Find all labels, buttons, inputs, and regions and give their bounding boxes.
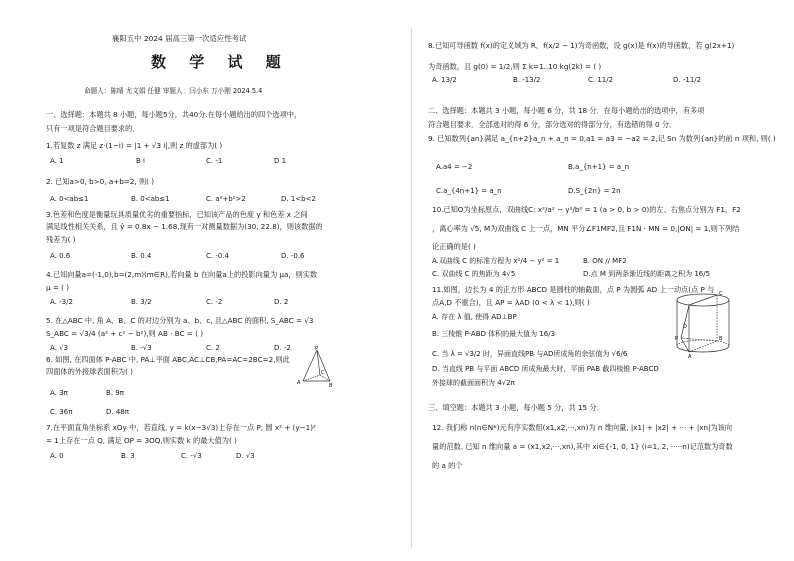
q7-line2: = 1上存在一点 Q, 满足 OP = 3OQ,则实数 k 的最大值为( ) bbox=[46, 436, 237, 445]
q3-line2: 满足线性相关关系，且 ŷ = 0.8x − 1.68,现有一对测量数据为(30, 22.8)，则该数据的 bbox=[46, 222, 323, 231]
section1-heading: 一、选择题：本题共 8 小题，每小题5分，共40分.在每小题给出的四个选项中， bbox=[46, 110, 302, 119]
q4-line2: μ = ( ) bbox=[46, 283, 70, 292]
edge-pa bbox=[303, 350, 317, 381]
q9-option-a: A.a4 = −2 bbox=[436, 163, 473, 171]
q4-option-a: A. -3/2 bbox=[50, 298, 73, 306]
q10-line3: 论正确的是( ) bbox=[432, 242, 476, 251]
q7-option-d: D. √3 bbox=[236, 452, 255, 460]
fig6-label-c: C bbox=[321, 370, 325, 376]
q3-option-a: A. 0.6 bbox=[50, 252, 71, 260]
q4-line1: 4.已知向量a=(-1,0),b=(2,m)(m∈R),若向量 b 在向量a上的投影向量为 μa，则实数 bbox=[46, 270, 318, 279]
q8-line2: 为奇函数，且 g(0) = 1/2,则 Σ k=1..10 kg(2k) = ( ) bbox=[428, 62, 602, 71]
q5-line2: S_ABC = √3/4 (a² + c² − b²),则 AB · BC = ( ) bbox=[46, 329, 204, 338]
q8-option-c: C. 11/2 bbox=[588, 76, 614, 84]
q6-option-d: D. 48π bbox=[106, 408, 129, 416]
authors-line: 命题人：陈晴 尤文娟 任健 审题人：闫小东 万小刚 2024.5.4 bbox=[84, 87, 263, 95]
q10-option-a: A.双曲线 C 的标准方程为 x²/4 − y² = 1 bbox=[432, 257, 560, 265]
q1-option-d: D 1 bbox=[274, 157, 287, 165]
q11-option-b: B. 三棱锥 P-ABD 体积的最大值为 16/3 bbox=[432, 330, 556, 338]
q4-option-c: C. -2 bbox=[206, 298, 223, 306]
q9-option-b: B.a_{n+1} = a_n bbox=[568, 163, 630, 171]
fig11-label-d: D bbox=[683, 324, 687, 330]
q9-option-c: C.a_{4n+1} = a_n bbox=[436, 187, 502, 195]
q6-option-a: A. 3π bbox=[50, 389, 68, 397]
q11-line1: 11.如图，边长为 4 的正方形 ABCD 是圆柱的轴截面，点 P 为圆弧 AD 上一动点(点 P 与 bbox=[432, 285, 715, 294]
q1-option-a: A. 1 bbox=[50, 157, 64, 165]
q10-option-c: C. 双曲线 C 的焦距为 4√5 bbox=[432, 270, 516, 278]
school-line: 襄阳五中 2024 届高三第一次适应性考试 bbox=[112, 34, 247, 43]
segment-pd bbox=[681, 305, 689, 338]
q11-option-d2: 外接球的截面面积为 4√2π bbox=[432, 379, 515, 387]
q12-line2: 量的范数. 已知 n 维向量 a = (x1,x2,···,xn),其中 xi∈{-1, 0, 1} (i=1, 2, ·····n)记范数为奇数 bbox=[432, 442, 733, 451]
section3-heading: 三、填空题：本题共 3 小题，每小题 5 分，共 15 分． bbox=[428, 403, 604, 412]
q6-option-b: B. 9π bbox=[106, 389, 124, 397]
q2-option-b: B. 0<ab≤1 bbox=[131, 195, 170, 203]
q6-line2: 四面体的外接球表面积为( ) bbox=[46, 367, 133, 376]
q10-option-b: B. ON // MF2 bbox=[583, 257, 627, 265]
q5-option-d: D. -2 bbox=[274, 344, 291, 352]
section1-heading-2: 只有一项是符合题目要求的． bbox=[46, 124, 140, 133]
q5-option-b: B. -√3 bbox=[131, 344, 152, 352]
q10-line2: ，离心率为 √5, M为双曲线 C 上一点，MN 平分∠F1MF2,且 F1N · MN = 0,|ON| = 1,则下列结 bbox=[432, 224, 740, 233]
q2-option-d: D. 1<b<2 bbox=[281, 195, 316, 203]
fig6-label-b: B bbox=[329, 383, 333, 389]
q1-stem: 1.若复数 z 满足 z·(1−i) = |1 + √3 i|,则 z 的虚部为( ) bbox=[46, 141, 223, 150]
q4-option-b: B. 3/2 bbox=[131, 298, 152, 306]
section2-heading-2: 符合题目要求．全部选对的得 6 分，部分选对的得部分分，有选错的得 0 分． bbox=[428, 120, 677, 129]
q7-option-a: A. 0 bbox=[50, 452, 64, 460]
q7-option-b: B. 3 bbox=[121, 452, 135, 460]
axial-edge-dc bbox=[689, 295, 717, 305]
fig6-label-p: P bbox=[315, 346, 319, 352]
fig11-label-a: A bbox=[688, 354, 692, 358]
q11-option-a: A. 存在 λ 值, 使得 AD⊥BP bbox=[432, 313, 517, 321]
q12-line3: 的 a 的个 bbox=[432, 461, 463, 470]
cylinder-figure bbox=[672, 290, 734, 358]
q8-line1: 8.已知可导函数 f(x)的定义域为 R，f(x/2 − 1)为奇函数，设 g(x)是 f(x)的导函数，若 g(2x+1) bbox=[428, 41, 735, 50]
q3-line1: 3.色差和色度是衡量玩具质量优劣的重要指标，已知该产品的色度 y 和色差 x 之间 bbox=[46, 210, 308, 219]
q2-stem: 2. 已知a>0, b>0, a+b=2, 则( ) bbox=[46, 177, 155, 186]
q4-option-d: D. 2 bbox=[274, 298, 289, 306]
fig6-label-a: A bbox=[297, 380, 301, 386]
q6-line1: 6. 如图, 在四面体 P-ABC 中, PA⊥平面 ABC,AC⊥CB,PA=AC=2BC=2,则此 bbox=[46, 355, 290, 364]
q1-option-c: C. -1 bbox=[206, 157, 223, 165]
q12-line1: 12. 我们称 n(n∈N*)元有序实数组(x1,x2,···,xn)为 n 维向量, |x1| + |x2| + ··· + |xn|为该向 bbox=[432, 423, 733, 432]
q8-option-a: A. 13/2 bbox=[432, 76, 457, 84]
q6-option-c: C. 36π bbox=[50, 408, 73, 416]
q7-line1: 7.在平面直角坐标系 xOy 中，若直线, y = k(x−3√3)上存在一点 P, 圆 x² + (y−1)² bbox=[46, 423, 316, 432]
q5-line1: 5. 在△ABC 中, 角 A、B、C 的对边分别为 a、b、c, 且△ABC 的面积, S_ABC = √3 bbox=[46, 316, 314, 325]
q11-option-c: C. 当 λ = √3/2 时，异面直线PB 与AD所成角的余弦值为 √6/6 bbox=[432, 350, 628, 358]
q3-option-c: C. -0.4 bbox=[206, 252, 229, 260]
axial-edge-ab bbox=[689, 341, 717, 352]
q9-stem: 9. 已知数列{an}满足 a_{n+2}a_n + a_n = 0,a1 = a3 = −a2 = 2,记 Sn 为数列{an}的前 n 项和, 则( ) bbox=[428, 134, 776, 143]
q2-option-a: A. 0<ab≤1 bbox=[50, 195, 89, 203]
page-title: 数 学 试 题 bbox=[151, 53, 290, 71]
q5-option-a: A. √3 bbox=[50, 344, 69, 352]
q3-line3: 残差为( ) bbox=[46, 235, 76, 244]
cylinder-bottom-front-arc bbox=[677, 346, 729, 352]
q8-option-d: D. -11/2 bbox=[673, 76, 702, 84]
segment-pb bbox=[681, 338, 717, 341]
q2-option-c: C. a²+b²>2 bbox=[206, 195, 246, 203]
q5-option-c: C. 2 bbox=[206, 344, 220, 352]
q7-option-c: C. -√3 bbox=[181, 452, 202, 460]
fig11-label-p: P bbox=[675, 336, 679, 342]
fig11-label-c: C bbox=[719, 291, 723, 297]
q9-option-d: D.S_{2n} = 2n bbox=[568, 187, 621, 195]
q3-option-b: B. 0.4 bbox=[131, 252, 152, 260]
q10-option-d: D.点 M 到两条渐近线的距离之积为 16/5 bbox=[583, 270, 711, 278]
q11-option-d1: D. 当直线 PB 与平面 ABCD 所成角最大时，平面 PAB 截四棱锥 P-ABCD bbox=[432, 365, 659, 373]
fig11-label-b: B bbox=[719, 336, 723, 342]
column-divider bbox=[411, 28, 412, 548]
q10-line1: 10.已知O为坐标原点，双曲线C: x²/a² − y²/b² = 1 (a > 0, b > 0)的左、右焦点分别为 F1，F2 bbox=[432, 205, 741, 214]
q8-option-b: B. -13/2 bbox=[513, 76, 541, 84]
q3-option-d: D. -0.6 bbox=[281, 252, 305, 260]
section2-heading: 二、选择题：本题共 3 小题，每小题 6 分，共 18 分．在每小题给出的选项中，有多项 bbox=[428, 106, 705, 115]
q1-option-b: B i bbox=[136, 157, 145, 165]
tetrahedron-figure bbox=[294, 345, 334, 389]
q11-line2: 点A,D 不重合)，且 AP = λAD (0 < λ < 1),则( ) bbox=[432, 298, 590, 307]
